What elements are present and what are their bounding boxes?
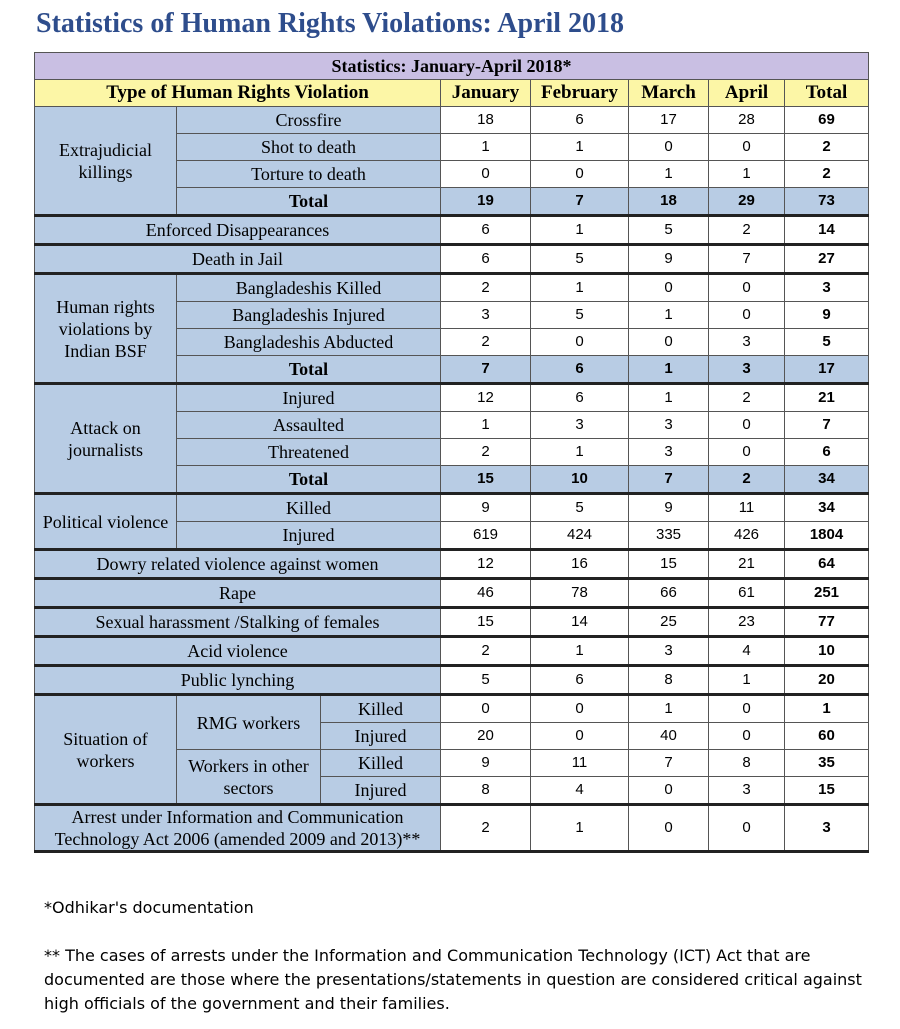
header-april: April (709, 80, 785, 107)
cell-march: 17 (629, 107, 709, 134)
cell-april: 1 (709, 666, 785, 695)
cell-march: 1 (629, 161, 709, 188)
table-caption: Statistics: January-April 2018* (35, 53, 869, 80)
cell-january: 46 (441, 579, 531, 608)
cell-january: 9 (441, 750, 531, 777)
footnote-ict: ** The cases of arrests under the Information and Communication Technology (ICT) Act that are documented are those where the presentations/statements in question are considered critical against high officials of the government and their families. (44, 946, 862, 1013)
cell-february: 10 (531, 466, 629, 494)
cell-february: 5 (531, 302, 629, 329)
cell-april: 4 (709, 637, 785, 666)
cell-february: 3 (531, 412, 629, 439)
cell-february: 0 (531, 695, 629, 723)
cell-january: 3 (441, 302, 531, 329)
cell-march: 1 (629, 384, 709, 412)
cell-january: 619 (441, 522, 531, 550)
cell-april: 426 (709, 522, 785, 550)
cell-january: 18 (441, 107, 531, 134)
cell-total: 77 (785, 608, 869, 637)
cell-january: 5 (441, 666, 531, 695)
cell-january: 2 (441, 637, 531, 666)
cell-april: 23 (709, 608, 785, 637)
cell-february: 4 (531, 777, 629, 805)
cell-april: 61 (709, 579, 785, 608)
row-label: Enforced Disappearances (35, 216, 441, 245)
cell-total: 14 (785, 216, 869, 245)
table-row (35, 494, 869, 522)
table-row (35, 107, 869, 134)
cell-april: 0 (709, 805, 785, 852)
cell-february: 0 (531, 723, 629, 750)
cell-total: 5 (785, 329, 869, 356)
cell-total: 60 (785, 723, 869, 750)
row-label: Sexual harassment /Stalking of females (35, 608, 441, 637)
row-label: Total (177, 188, 441, 216)
cell-january: 12 (441, 550, 531, 579)
row-label: Injured (321, 777, 441, 805)
table-row (35, 666, 869, 695)
table-row (35, 637, 869, 666)
cell-january: 15 (441, 608, 531, 637)
cell-january: 1 (441, 412, 531, 439)
table-row (35, 805, 869, 852)
cell-march: 40 (629, 723, 709, 750)
cell-january: 12 (441, 384, 531, 412)
cell-total: 34 (785, 466, 869, 494)
cell-total: 1804 (785, 522, 869, 550)
row-label: Injured (177, 384, 441, 412)
cell-february: 6 (531, 666, 629, 695)
cell-march: 335 (629, 522, 709, 550)
cell-april: 2 (709, 216, 785, 245)
cell-february: 1 (531, 805, 629, 852)
group-label: Human rights violations by Indian BSF (35, 274, 177, 384)
cell-march: 0 (629, 805, 709, 852)
cell-february: 78 (531, 579, 629, 608)
cell-march: 66 (629, 579, 709, 608)
cell-january: 0 (441, 161, 531, 188)
cell-total: 3 (785, 274, 869, 302)
group-label: Political violence (35, 494, 177, 550)
row-label: Bangladeshis Injured (177, 302, 441, 329)
table-row (35, 579, 869, 608)
cell-total: 35 (785, 750, 869, 777)
cell-march: 25 (629, 608, 709, 637)
row-label: Injured (177, 522, 441, 550)
cell-april: 3 (709, 777, 785, 805)
cell-total: 15 (785, 777, 869, 805)
cell-march: 3 (629, 439, 709, 466)
subgroup-label: RMG workers (177, 695, 321, 750)
cell-total: 34 (785, 494, 869, 522)
cell-february: 424 (531, 522, 629, 550)
cell-march: 0 (629, 274, 709, 302)
cell-january: 19 (441, 188, 531, 216)
cell-total: 7 (785, 412, 869, 439)
cell-april: 7 (709, 245, 785, 274)
statistics-table (34, 52, 869, 853)
cell-april: 0 (709, 134, 785, 161)
table-row (35, 384, 869, 412)
cell-march: 1 (629, 356, 709, 384)
cell-total: 2 (785, 161, 869, 188)
page-title: Statistics of Human Rights Violations: April 2018 (36, 8, 625, 39)
table-header-row (35, 80, 869, 107)
cell-april: 0 (709, 274, 785, 302)
cell-total: 69 (785, 107, 869, 134)
cell-february: 7 (531, 188, 629, 216)
cell-march: 0 (629, 134, 709, 161)
cell-february: 1 (531, 439, 629, 466)
cell-total: 20 (785, 666, 869, 695)
cell-january: 15 (441, 466, 531, 494)
row-label: Crossfire (177, 107, 441, 134)
row-label: Torture to death (177, 161, 441, 188)
cell-april: 28 (709, 107, 785, 134)
footnote-source: *Odhikar's documentation (44, 898, 254, 917)
cell-total: 64 (785, 550, 869, 579)
cell-january: 2 (441, 274, 531, 302)
cell-april: 0 (709, 302, 785, 329)
row-label: Acid violence (35, 637, 441, 666)
header-type: Type of Human Rights Violation (35, 80, 441, 107)
cell-february: 6 (531, 356, 629, 384)
cell-january: 9 (441, 494, 531, 522)
cell-april: 0 (709, 439, 785, 466)
row-label: Injured (321, 723, 441, 750)
cell-march: 7 (629, 750, 709, 777)
cell-february: 0 (531, 329, 629, 356)
cell-february: 1 (531, 637, 629, 666)
cell-february: 16 (531, 550, 629, 579)
cell-march: 3 (629, 637, 709, 666)
table-row (35, 608, 869, 637)
cell-january: 2 (441, 805, 531, 852)
header-total: Total (785, 80, 869, 107)
cell-february: 5 (531, 245, 629, 274)
cell-february: 1 (531, 274, 629, 302)
row-label: Killed (321, 695, 441, 723)
cell-january: 2 (441, 329, 531, 356)
cell-total: 9 (785, 302, 869, 329)
cell-march: 15 (629, 550, 709, 579)
cell-april: 2 (709, 384, 785, 412)
cell-january: 1 (441, 134, 531, 161)
row-label: Threatened (177, 439, 441, 466)
cell-april: 8 (709, 750, 785, 777)
subgroup-label: Workers in other sectors (177, 750, 321, 805)
row-label: Arrest under Information and Communication Technology Act 2006 (amended 2009 and 2013)** (35, 805, 441, 852)
row-label: Assaulted (177, 412, 441, 439)
cell-total: 3 (785, 805, 869, 852)
cell-april: 11 (709, 494, 785, 522)
cell-march: 8 (629, 666, 709, 695)
table-row (35, 216, 869, 245)
table-row (35, 550, 869, 579)
cell-total: 21 (785, 384, 869, 412)
header-february: February (531, 80, 629, 107)
cell-april: 0 (709, 412, 785, 439)
cell-march: 9 (629, 245, 709, 274)
cell-february: 0 (531, 161, 629, 188)
cell-total: 1 (785, 695, 869, 723)
row-label: Killed (177, 494, 441, 522)
row-label: Bangladeshis Killed (177, 274, 441, 302)
cell-march: 1 (629, 695, 709, 723)
cell-total: 17 (785, 356, 869, 384)
cell-march: 5 (629, 216, 709, 245)
cell-january: 6 (441, 216, 531, 245)
cell-march: 9 (629, 494, 709, 522)
row-label: Dowry related violence against women (35, 550, 441, 579)
table-row (35, 274, 869, 302)
cell-total: 10 (785, 637, 869, 666)
header-march: March (629, 80, 709, 107)
cell-april: 1 (709, 161, 785, 188)
cell-february: 5 (531, 494, 629, 522)
cell-march: 1 (629, 302, 709, 329)
cell-january: 7 (441, 356, 531, 384)
cell-april: 3 (709, 356, 785, 384)
table-caption-row (35, 53, 869, 80)
table-row (35, 695, 869, 723)
cell-january: 0 (441, 695, 531, 723)
cell-january: 20 (441, 723, 531, 750)
cell-february: 6 (531, 107, 629, 134)
table-row (35, 245, 869, 274)
cell-january: 6 (441, 245, 531, 274)
cell-total: 251 (785, 579, 869, 608)
row-label: Death in Jail (35, 245, 441, 274)
row-label: Total (177, 356, 441, 384)
row-label: Bangladeshis Abducted (177, 329, 441, 356)
row-label: Total (177, 466, 441, 494)
cell-march: 0 (629, 329, 709, 356)
group-label: Extrajudicial killings (35, 107, 177, 216)
header-january: January (441, 80, 531, 107)
cell-total: 6 (785, 439, 869, 466)
row-label: Rape (35, 579, 441, 608)
cell-february: 1 (531, 216, 629, 245)
cell-february: 14 (531, 608, 629, 637)
cell-march: 7 (629, 466, 709, 494)
cell-january: 2 (441, 439, 531, 466)
cell-february: 1 (531, 134, 629, 161)
cell-february: 6 (531, 384, 629, 412)
cell-february: 11 (531, 750, 629, 777)
cell-march: 18 (629, 188, 709, 216)
cell-total: 73 (785, 188, 869, 216)
cell-january: 8 (441, 777, 531, 805)
cell-april: 3 (709, 329, 785, 356)
cell-march: 3 (629, 412, 709, 439)
row-label: Shot to death (177, 134, 441, 161)
group-label: Situation of workers (35, 695, 177, 805)
cell-total: 27 (785, 245, 869, 274)
cell-april: 0 (709, 723, 785, 750)
cell-march: 0 (629, 777, 709, 805)
row-label: Public lynching (35, 666, 441, 695)
cell-total: 2 (785, 134, 869, 161)
cell-april: 21 (709, 550, 785, 579)
cell-april: 2 (709, 466, 785, 494)
row-label: Killed (321, 750, 441, 777)
group-label: Attack on journalists (35, 384, 177, 494)
cell-april: 29 (709, 188, 785, 216)
cell-april: 0 (709, 695, 785, 723)
